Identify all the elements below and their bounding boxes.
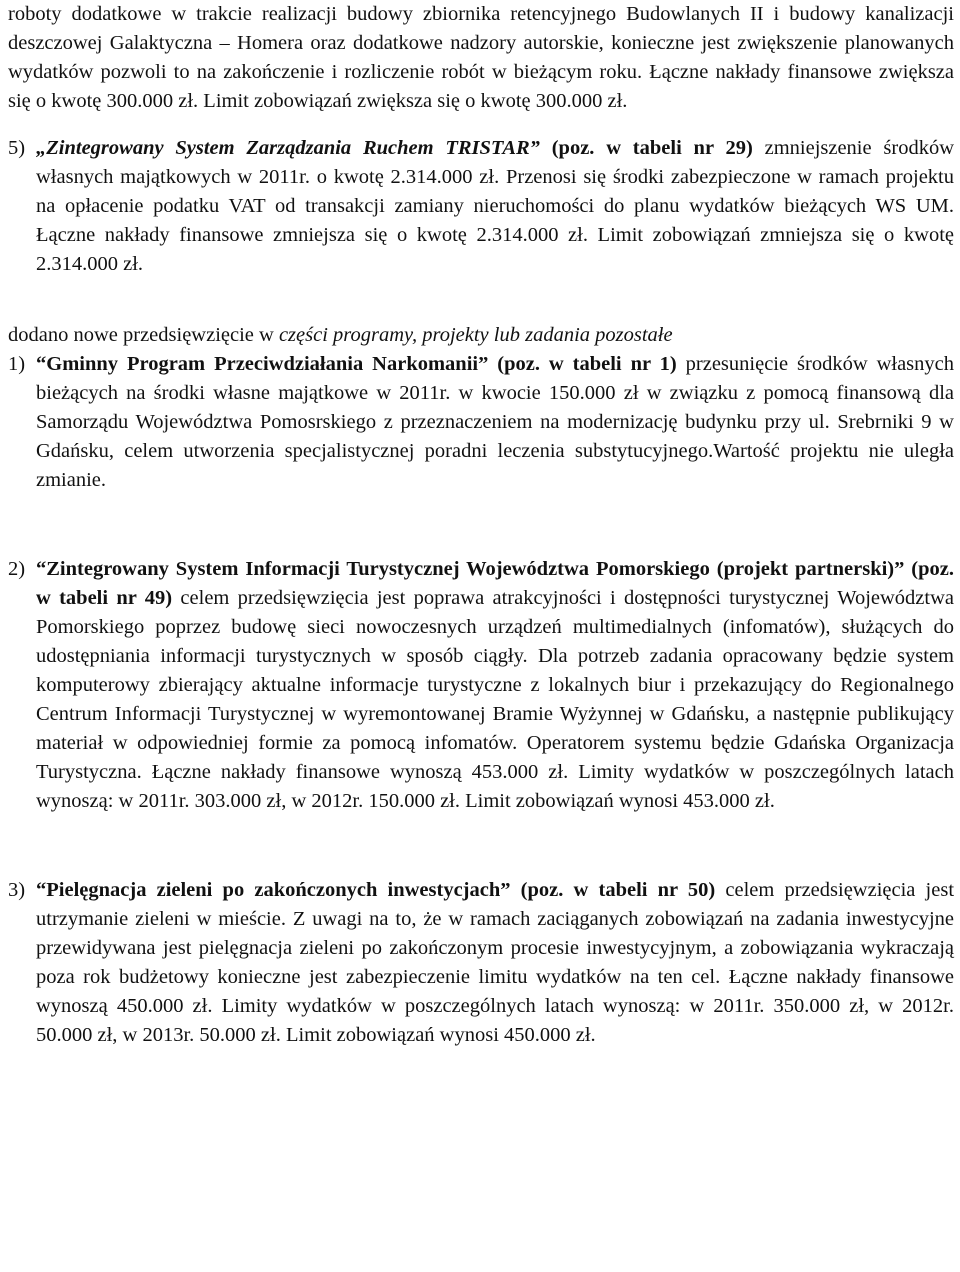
table-ref: (poz. w tabeli nr 29)	[551, 137, 753, 159]
section-category: części programy, projekty lub zadania pozostałe	[278, 324, 673, 346]
list-item-2	[8, 555, 954, 816]
spacer	[8, 816, 954, 876]
item-title: “Zintegrowany System Informacji Turystycznej Województwa Pomorskiego (projekt partnerski)”	[36, 558, 905, 580]
item-title: „Zintegrowany System Zarządzania Ruchem TRISTAR”	[36, 137, 540, 159]
spacer	[8, 116, 954, 134]
table-ref: (poz. w tabeli nr 1)	[497, 353, 677, 375]
section-intro	[8, 321, 954, 350]
item-text: przesunięcie środków własnych bieżących na środki własne majątkowe w 2011r. w kwocie 150.000 zł w związku z pomocą finansową dla Samorządu Województwa Pomosrskiego z przeznaczeniem na modernizację budynku przy ul. Srebrniki 9 w Gdańsku, celem utworzenia specjalistycznej poradni leczenia substytucyjnego.Wartość projektu nie uległa zmianie.	[36, 353, 955, 491]
list-item-5	[8, 134, 954, 279]
item-body	[36, 555, 954, 816]
spacer	[8, 279, 954, 321]
item-text: celem przedsięwzięcia jest poprawa atrakcyjności i dostępności turystycznej Województwa Pomorskiego poprzez budowę sieci nowoczesnych urządzeń multimedialnych (infomatów), służących do udostępniania informacji turystycznych w sposób ciągły. Dla potrzeb zadania opracowany będzie system komputerowy zbierający aktualne informacje turystyczne z lokalnych biur i przekazujący do Regionalnego Centrum Informacji Turystycznej w wyremontowanej Bramie Wyżynnej w Gdańsku, a następnie publikujący materiał w odpowiedniej formie za pomocą infomatów. Operatorem systemu będzie Gdańska Organizacja Turystyczna. Łączne nakłady finansowe wynoszą 453.000 zł. Limity wydatków w poszczególnych latach wynoszą: w 2011r. 303.000 zł, w 2012r. 150.000 zł. Limit zobowiązań wynosi 453.000 zł.	[36, 587, 954, 812]
item-text: zmniejszenie środków własnych majątkowych w 2011r. o kwotę 2.314.000 zł. Przenosi się środki zabezpieczone w ramach projektu na opłacenie podatku VAT od transakcji zamiany nieruchomości do planu wydatków bieżących WS UM. Łączne nakłady finansowe zmniejsza się o kwotę 2.314.000 zł. Limit zobowiązań zmniejsza się o kwotę 2.314.000 zł.	[36, 137, 955, 275]
table-ref: (poz. w tabeli nr 49)	[36, 558, 954, 609]
section-prefix: dodano nowe przedsięwzięcie w	[8, 324, 279, 346]
list-item-3	[8, 876, 954, 1050]
item-body	[36, 350, 954, 495]
item-number: 2)	[8, 558, 26, 580]
item-title: “Pielęgnacja zieleni po zakończonych inwestycjach”	[36, 879, 511, 901]
item-number: 1)	[8, 353, 26, 375]
item-body	[36, 876, 954, 1050]
item-text: celem przedsięwzięcia jest utrzymanie zieleni w mieście. Z uwagi na to, że w ramach zaciąganych zobowiązań na zadania inwestycyjne przewidywana jest pielęgnacja zieleni po zakończonym procesie inwestycyjnym, a zobowiązania wykraczają poza rok budżetowy konieczne jest zabezpieczenie limitu wydatków na ten cel. Łączne nakłady finansowe wynoszą 450.000 zł. Limity wydatków w poszczególnych latach wynoszą: w 2011r. 350.000 zł, w 2012r. 50.000 zł, w 2013r. 50.000 zł. Limit zobowiązań wynosi 450.000 zł.	[36, 879, 955, 1046]
list-item-1	[8, 350, 954, 495]
item-number: 5)	[8, 137, 26, 159]
item-title: “Gminny Program Przeciwdziałania Narkomanii”	[36, 353, 489, 375]
item-number: 3)	[8, 879, 26, 901]
table-ref: (poz. w tabeli nr 50)	[520, 879, 716, 901]
item-body	[36, 134, 954, 279]
spacer	[8, 495, 954, 555]
intro-paragraph: roboty dodatkowe w trakcie realizacji budowy zbiornika retencyjnego Budowlanych II i budowy kanalizacji deszczowej Galaktyczna – Homera oraz dodatkowe nadzory autorskie, konieczne jest zwiększenie planowanych wydatków pozwoli to na zakończenie i rozliczenie robót w bieżącym roku. Łączne nakłady finansowe zwiększa się o kwotę 300.000 zł. Limit zobowiązań zwiększa się o kwotę 300.000 zł.	[8, 3, 954, 112]
